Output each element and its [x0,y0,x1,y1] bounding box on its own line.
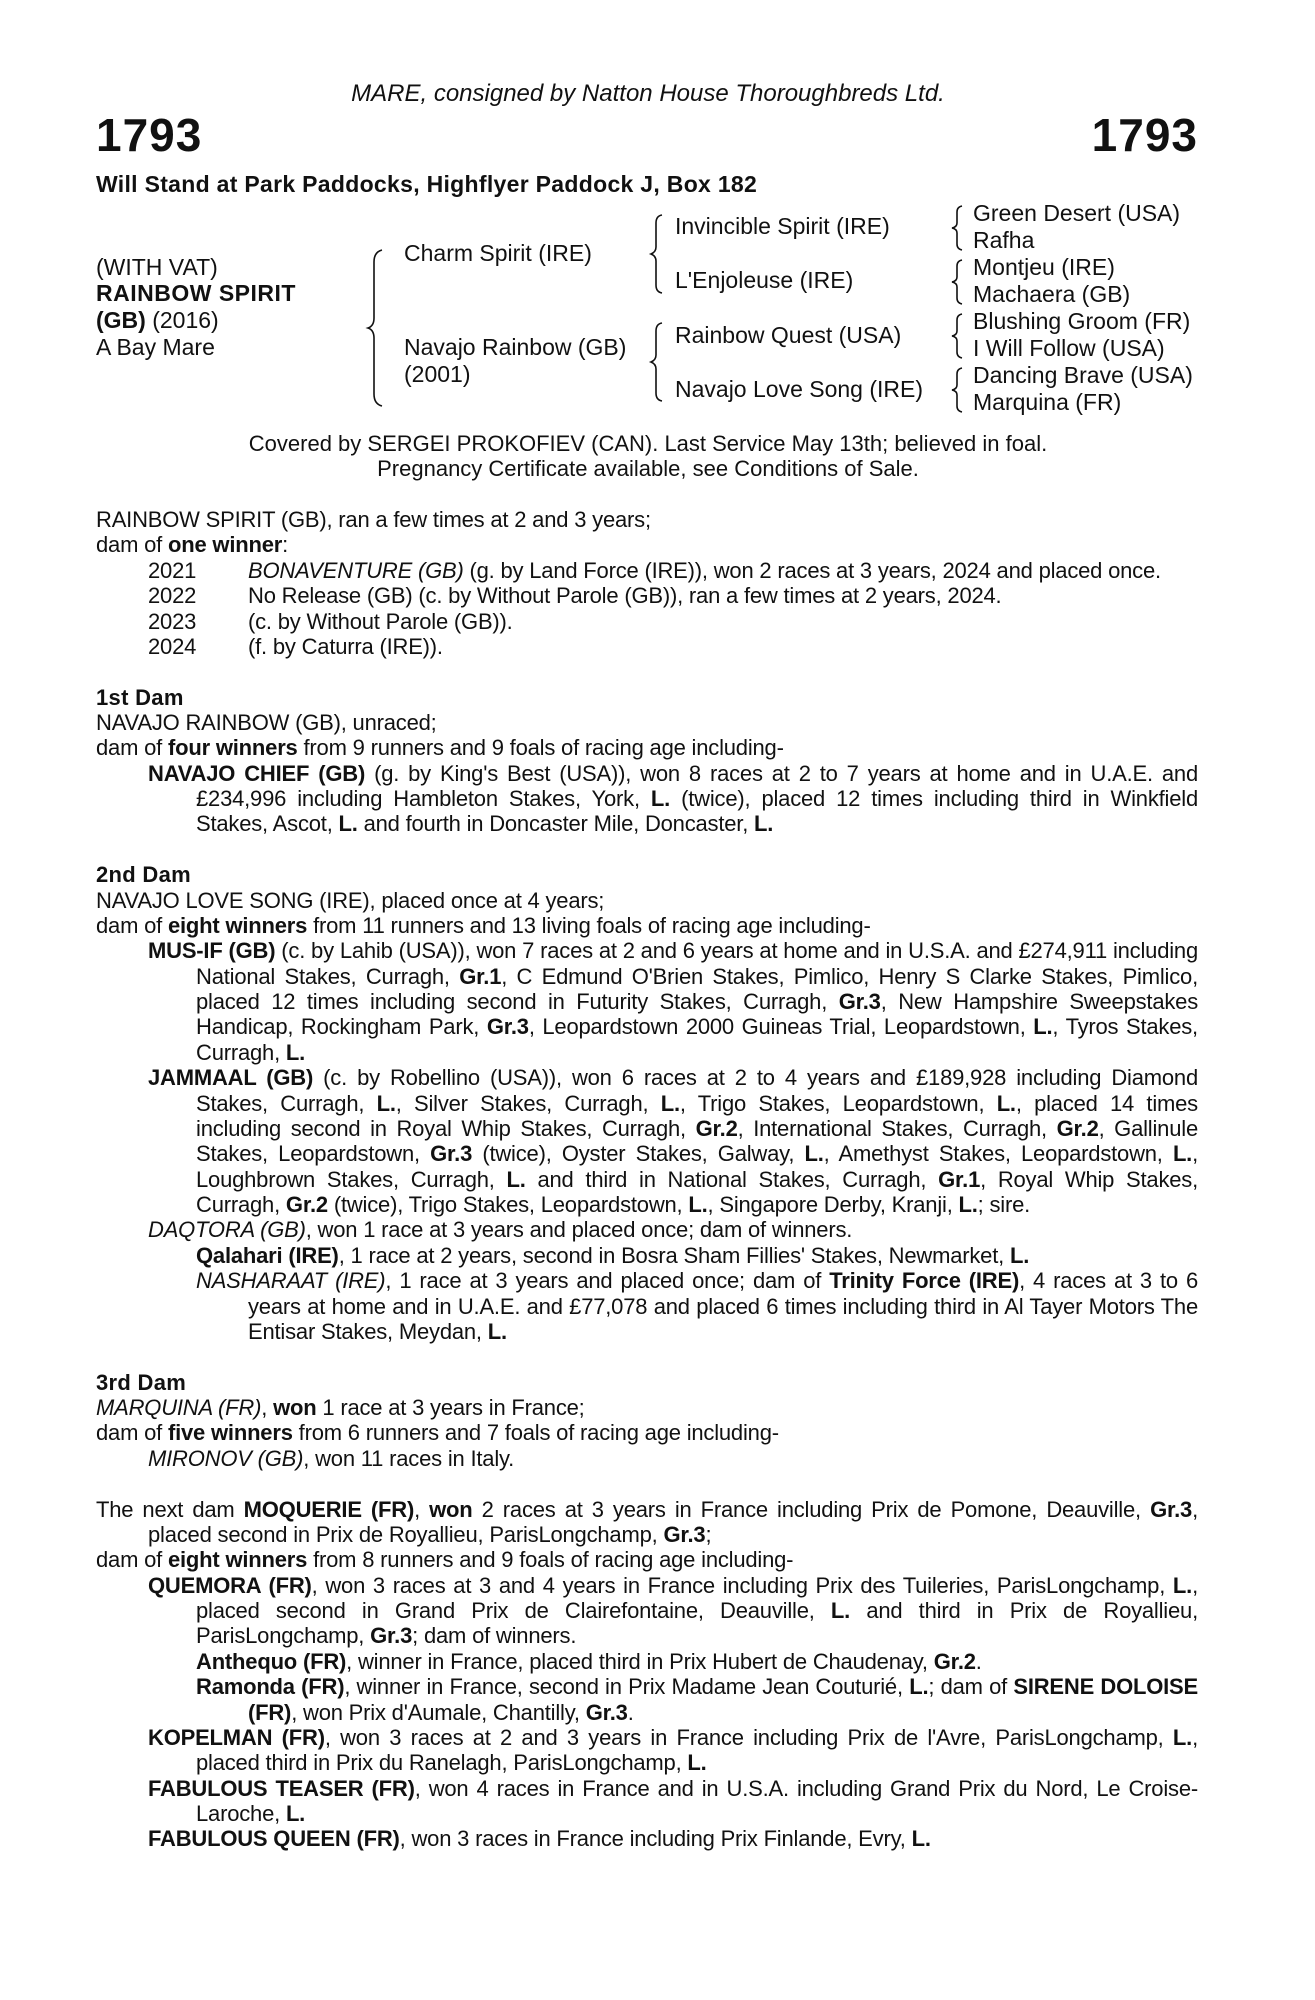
produce-row [96,634,1198,659]
produce-year: 2022 [148,583,197,609]
great-grandparent: I Will Follow (USA) [973,335,1165,361]
bold-text: Gr.3 [663,1521,706,1547]
text-run: , placed 14 times including second in Royal Whip Stakes, Curragh, [196,1090,1198,1141]
dam-year: (2001) [404,361,471,387]
bold-text: L. [1172,1572,1193,1598]
vat-note: (WITH VAT) [96,254,218,280]
progeny-entry [96,761,1198,837]
text-run: , placed third in Prix du Ranelagh, ParisLongchamp, [196,1724,1198,1776]
bold-text: L. [1172,1141,1193,1167]
consignment-line: MARE, consigned by Natton House Thoroughbreds Ltd. [351,80,945,107]
great-grandparent: Blushing Groom (FR) [973,308,1191,334]
text-run: and third in Prix de Royallieu, ParisLongchamp, [196,1598,1198,1649]
text-run: , Singapore Derby, Kranji, [707,1192,959,1218]
text-run: , Tyros Stakes, Curragh, [196,1014,1198,1065]
progeny-entry [96,1776,1198,1827]
text-run: , Loughbrown Stakes, Curragh, [196,1141,1199,1192]
record-paragraph [96,507,1198,532]
covering-line: Covered by SERGEI PROKOFIEV (CAN). Last Service May 13th; believed in foal. [248,431,1048,456]
sire: Charm Spirit (IRE) [404,240,592,266]
progeny-entry [96,1674,1198,1725]
text-run: (f. by Caturra (IRE)). [248,633,443,659]
progeny-entry [96,1725,1198,1776]
text-run: dam of [96,735,168,761]
great-grandparent: Machaera (GB) [973,281,1131,307]
text-run: , Trigo Stakes, Leopardstown, [679,1090,997,1116]
great-grandparent: Marquina (FR) [973,389,1122,415]
brace-icon [368,250,388,410]
text-run: , 1 race at 2 years, second in Bosra Sham Fillies' Stakes, Newmarket, [338,1242,1010,1268]
text-run: (twice), Trigo Stakes, Leopardstown, [327,1192,689,1218]
bold-text: L. [1009,1242,1030,1268]
bold-text: Gr.2 [933,1648,976,1674]
text-run: from 6 runners and 7 foals of racing age including- [292,1420,779,1446]
bold-text: won [273,1395,317,1421]
record-paragraph [96,1547,1198,1572]
brace-icon [950,366,966,412]
bold-text: Ramonda (FR) [196,1674,345,1700]
bold-text: L. [487,1318,507,1344]
produce-record [96,507,1198,1852]
bold-text: Gr.3 [585,1699,628,1725]
text-run: (c. by Without Parole (GB)). [248,608,513,634]
bold-text: L. [911,1826,931,1852]
produce-year: 2024 [148,633,197,659]
bold-text: L. [506,1166,526,1192]
produce-row [96,583,1198,608]
dam: Navajo Rainbow (GB) [404,334,627,360]
italic-text: DAQTORA (GB) [148,1217,306,1243]
bold-text: L. [285,1039,306,1065]
section-heading [96,685,1198,710]
bold-text: NAVAJO CHIEF (GB) [148,760,366,786]
grandsire-maternal: Rainbow Quest (USA) [675,322,902,348]
text-run: , [414,1496,430,1522]
text-run: , won 11 races in Italy. [303,1445,515,1471]
bold-text: four winners [167,735,298,761]
text-run: from 8 runners and 9 foals of racing age including- [307,1547,794,1573]
bold-text: Gr.2 [285,1192,328,1218]
bold-text: Gr.2 [695,1115,738,1141]
text-run: , [261,1395,274,1421]
bold-text: FABULOUS QUEEN (FR) [148,1826,400,1852]
text-run: , International Stakes, Curragh, [737,1115,1057,1141]
text-run: 1 race at 3 years in France; [316,1395,585,1421]
text-run: and third in National Stakes, Curragh, [525,1166,939,1192]
text-run: (g. by Land Force (IRE)), won 2 races at 3 years, 2024 and placed once. [463,557,1161,583]
brace-icon [950,204,966,250]
text-run: (twice), placed 12 times including third in Winkfield Stakes, Ascot, [196,786,1198,837]
bold-text: won [429,1496,473,1522]
text-run: dam of [96,532,168,558]
bold-text: L. [338,811,358,837]
text-run: (c. by Robellino (USA)), won 6 races at 2 to 4 years and £189,928 including Diamond Stakes, Curragh, [196,1065,1198,1116]
lot-number-left: 1793 [96,109,203,161]
text-run: , New Hampshire Sweepstakes Handicap, Rockingham Park, [196,989,1199,1040]
text-run: , won 4 races in France and in U.S.A. including Grand Prix du Nord, Le Croise-Laroche, [196,1775,1198,1827]
great-grandparent: Green Desert (USA) [973,200,1181,226]
record-paragraph [96,1395,1198,1420]
section-heading [96,1370,1198,1395]
text-run: , placed second in Grand Prix de Clairefontaine, Deauville, [196,1572,1198,1624]
bold-text: KOPELMAN (FR) [148,1724,325,1750]
produce-year: 2023 [148,608,197,634]
bold-text: L. [660,1090,680,1116]
horse-country: (GB) [96,307,146,333]
brace-icon [950,312,966,358]
bold-text: eight winners [167,1547,308,1573]
horse-name-line2 [96,307,219,334]
horse-year: (2016) [145,307,219,333]
bold-text: MUS-IF (GB) [148,938,276,964]
progeny-entry [96,1826,1198,1851]
text-run: ; [705,1521,712,1547]
bold-text: L. [1033,1014,1053,1040]
record-paragraph [96,1497,1198,1548]
bold-text: one winner [167,532,283,558]
text-run: 2nd Dam [96,862,192,888]
text-run: dam of [96,912,168,938]
bold-text: L. [1172,1724,1193,1750]
text-run: and fourth in Doncaster Mile, Doncaster, [357,811,755,837]
bold-text: L. [909,1674,929,1700]
text-run: 3rd Dam [96,1369,187,1395]
text-run: , C Edmund O'Brien Stakes, Pimlico, Henry S Clarke Stakes, Pimlico, placed 12 times including second in Futurity Stakes, Curragh, [196,963,1198,1015]
text-run: The next dam [96,1496,244,1522]
spacer [96,1344,1198,1369]
text-run: NAVAJO RAINBOW (GB), unraced; [96,709,437,735]
bold-text: Gr.3 [838,989,881,1015]
bold-text: L. [688,1192,708,1218]
spacer [96,837,1198,862]
granddam-maternal: Navajo Love Song (IRE) [675,376,924,402]
text-run: , Amethyst Stakes, Leopardstown, [823,1141,1173,1167]
produce-text [248,634,1198,659]
text-run: , won 3 races at 3 and 4 years in France including Prix des Tuileries, ParisLongchamp, [311,1572,1173,1598]
produce-text [248,558,1198,583]
record-paragraph [96,913,1198,938]
text-run: , Silver Stakes, Curragh, [395,1090,661,1116]
bold-text: Gr.3 [370,1623,413,1649]
brace-icon [650,215,666,293]
text-run: . [975,1648,982,1674]
text-run: No Release (GB) (c. by Without Parole (GB)), ran a few times at 2 years, 2024. [248,583,1002,609]
great-grandparent: Montjeu (IRE) [973,254,1115,280]
progeny-entry [96,1446,1198,1471]
text-run: 1st Dam [96,684,184,710]
bold-text: L. [376,1090,396,1116]
bold-text: L. [687,1750,707,1776]
bold-text: Qalahari (IRE) [196,1242,339,1268]
text-run: ; dam of winners. [412,1623,577,1649]
text-run: , placed second in Prix de Royallieu, ParisLongchamp, [148,1496,1198,1547]
great-grandparent: Dancing Brave (USA) [973,362,1193,388]
text-run: , won 3 races in France including Prix Finlande, Evry, [399,1826,912,1852]
bold-text: five winners [167,1420,293,1446]
produce-text [248,609,1198,634]
bold-text: Gr.1 [938,1166,981,1192]
bold-text: L. [996,1090,1016,1116]
spacer [96,659,1198,684]
record-paragraph [96,710,1198,735]
text-run: , won 3 races at 2 and 3 years in France including Prix de l'Avre, ParisLongchamp, [324,1724,1173,1750]
bold-text: Anthequo (FR) [196,1648,347,1674]
bold-text: Gr.3 [430,1141,473,1167]
text-run: NAVAJO LOVE SONG (IRE), placed once at 4 years; [96,887,605,913]
granddam-paternal: L'Enjoleuse (IRE) [675,267,854,293]
stabling-location: Will Stand at Park Paddocks, Highflyer Paddock J, Box 182 [96,171,758,197]
bold-text: L. [958,1192,978,1218]
progeny-entry [96,1268,1198,1344]
italic-text: BONAVENTURE (GB) [248,557,464,583]
bold-text: L. [804,1141,824,1167]
record-paragraph [96,1420,1198,1445]
text-run: ; dam of [928,1674,1014,1700]
text-run: RAINBOW SPIRIT (GB), ran a few times at 2 and 3 years; [96,507,651,532]
progeny-entry [96,1065,1198,1217]
progeny-entry [96,1649,1198,1674]
bold-text: JAMMAAL (GB) [148,1065,314,1091]
text-run: ; sire. [977,1192,1031,1218]
italic-text: MARQUINA (FR) [96,1395,262,1421]
produce-row [96,558,1198,583]
text-run: , won Prix d'Aumale, Chantilly, [291,1699,586,1725]
text-run: , winner in France, second in Prix Madame Jean Couturié, [344,1674,910,1700]
progeny-entry [96,1243,1198,1268]
horse-name: RAINBOW SPIRIT [96,280,296,306]
record-paragraph [96,735,1198,760]
text-run: , 1 race at 3 years and placed once; dam of [385,1268,830,1294]
text-run: 2 races at 3 years in France including Prix de Pomone, Deauville, [472,1496,1151,1522]
text-run: . [627,1699,634,1725]
text-run: (g. by King's Best (USA)), won 8 races at 2 to 7 years at home and in U.A.E. and £234,996 including Hambleton Stakes, York, [196,760,1198,812]
bold-text: L. [285,1801,306,1827]
italic-text: NASHARAAT (IRE) [196,1268,386,1294]
text-run: (twice), Oyster Stakes, Galway, [472,1141,805,1167]
section-heading [96,862,1198,887]
record-paragraph [96,888,1198,913]
great-grandparent: Rafha [973,227,1035,253]
spacer [96,1471,1198,1496]
brace-icon [650,323,666,401]
bold-text: L. [830,1598,851,1624]
bold-text: MOQUERIE (FR) [243,1496,415,1522]
grandsire-paternal: Invincible Spirit (IRE) [675,213,890,239]
text-run: , winner in France, placed third in Prix Hubert de Chaudenay, [346,1648,934,1674]
text-run: : [282,532,289,558]
produce-text [248,583,1198,608]
bold-text: Trinity Force (IRE) [829,1268,1020,1294]
bold-text: L. [650,786,671,812]
text-run: dam of [96,1547,168,1573]
text-run: , Royal Whip Stakes, Curragh, [196,1166,1199,1218]
text-run: (c. by Lahib (USA)), won 7 races at 2 and 6 years at home and in U.S.A. and £274,911 including National Stakes, Curragh, [196,938,1198,989]
text-run: , Leopardstown 2000 Guineas Trial, Leopardstown, [528,1014,1034,1040]
bold-text: Gr.1 [459,963,502,989]
progeny-entry [96,1573,1198,1649]
text-run: , won 1 race at 3 years and placed once; dam of winners. [305,1217,853,1243]
covering-note [0,431,1296,482]
horse-description: A Bay Mare [96,334,215,360]
italic-text: MIRONOV (GB) [148,1445,304,1471]
text-run: , 4 races at 3 to 6 years at home and in U.A.E. and £77,078 and placed 6 times including third in Al Tayer Motors The Entisar Stakes, Meydan, [248,1268,1199,1344]
record-paragraph [96,532,1198,557]
bold-text: eight winners [167,912,308,938]
bold-text: Gr.3 [1150,1496,1193,1522]
text-run: dam of [96,1420,168,1446]
bold-text: Gr.3 [486,1014,529,1040]
bold-text: FABULOUS TEASER (FR) [148,1775,415,1801]
text-run: from 9 runners and 9 foals of racing age including- [297,735,784,761]
progeny-entry [96,1217,1198,1242]
pregnancy-line: Pregnancy Certificate available, see Conditions of Sale. [377,456,919,482]
bold-text: QUEMORA (FR) [148,1572,312,1598]
text-run: , Gallinule Stakes, Leopardstown, [196,1115,1198,1167]
brace-icon [950,258,966,304]
produce-row [96,609,1198,634]
bold-text: Gr.2 [1056,1115,1099,1141]
progeny-entry [96,938,1198,1065]
produce-year: 2021 [148,557,197,583]
lot-number-right: 1793 [1091,109,1198,161]
bold-text: SIRENE DOLOISE (FR) [248,1674,1198,1725]
bold-text: L. [754,811,774,837]
text-run: from 11 runners and 13 living foals of racing age including- [307,912,871,938]
